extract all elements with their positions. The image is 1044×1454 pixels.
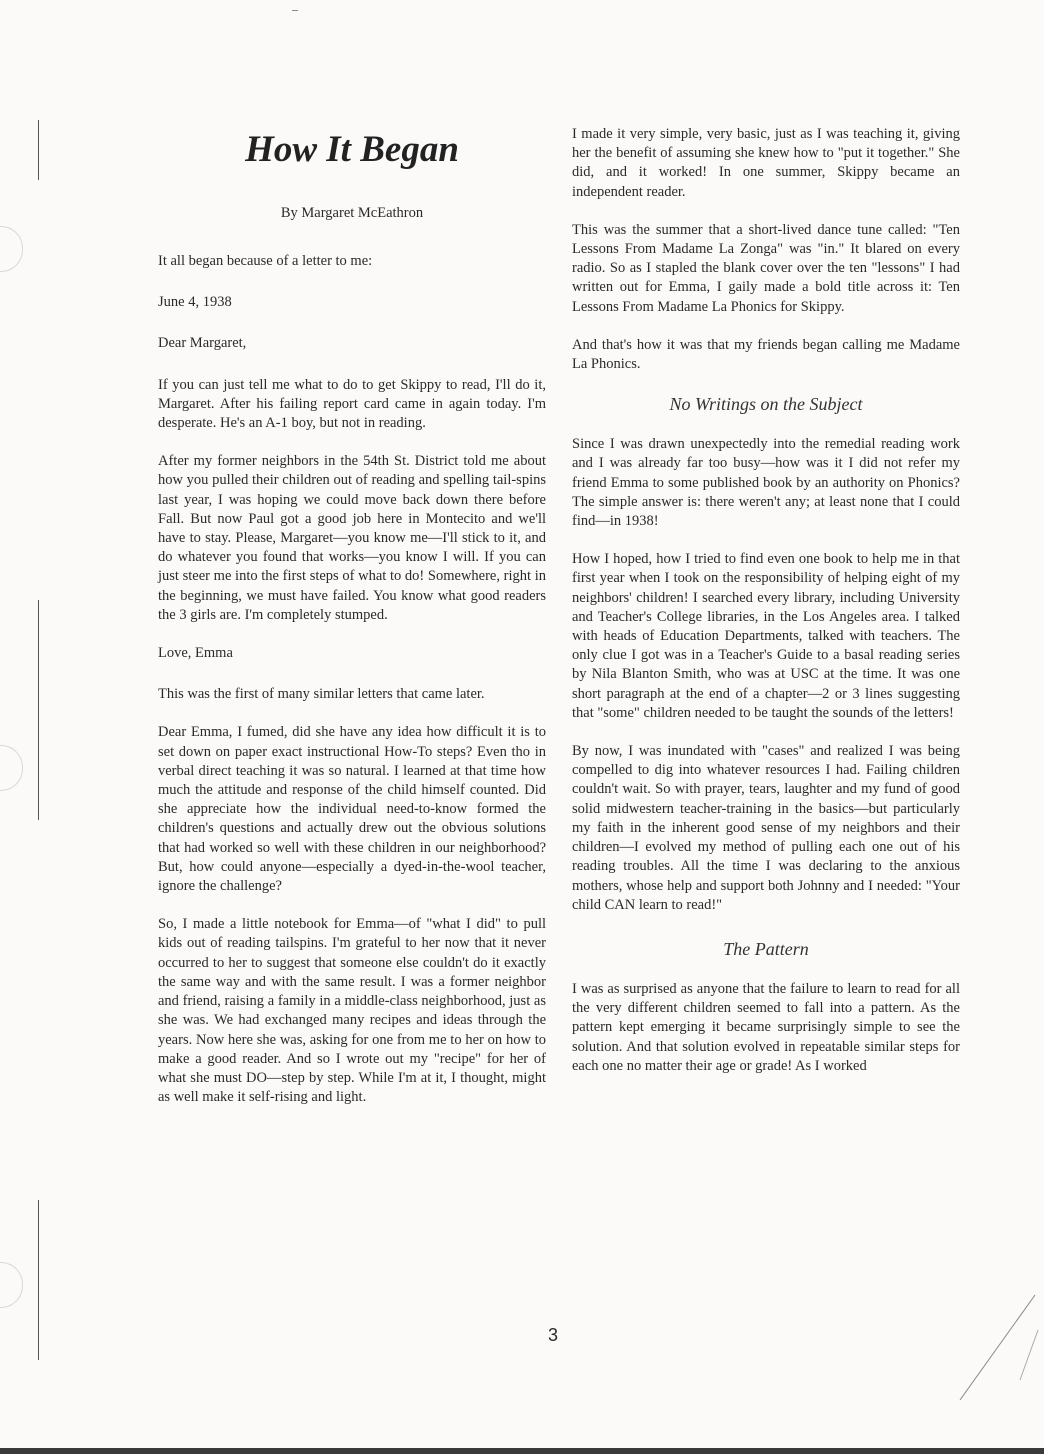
punch-hole [0,226,23,272]
section-heading: The Pattern [723,938,809,959]
punch-hole [0,745,23,791]
paragraph: Dear Emma, I fumed, did she have any idea how difficult it is to set down on paper exact instructional How-To steps? Even tho in verbal direct teaching it was so natural. I learned at that time how much the attitude and response of the child himself counted. Did she appreciate how the individual need-to-know formed the children's questions and actually drew out the obvious solutions that had worked so well with these children in our neighborhood? But, how could anyone—especially a dyed-in-the-wool teacher, ignore the challenge? [158,724,546,895]
paragraph: I made it very simple, very basic, just as I was teaching it, giving her the benefit of assuming she knew how to "put it together." She did, and it worked! In one summer, Skippy became an independent reader. [572,126,960,200]
paragraph: By now, I was inundated with "cases" and realized I was being compelled to dig into whatever resources I had. Failing children couldn't wait. So with prayer, tears, laughter and my fund of good solid midwestern teacher-training in the basics—but particularly my faith in the inherent good sense of my neighbors and their children—I evolved my method of pulling each one out of his reading troubles. All the time I was declaring to the anxious mothers, whose help and support both Johnny and I needed: "Your child CAN learn to read!" [572,743,960,913]
paragraph: How I hoped, how I tried to find even one book to help me in that first year when I took on the responsibility of helping eight of my neighbors' children! I searched every library, including University and Teacher's College libraries, in the Los Angeles area. I talked with heads of Education Departments, talked with teachers. The only clue I got was in a Teacher's Guide to a basal reading series by Nila Blanton Smith, who was at USC at the time. It was one short paragraph at the end of a chapter—2 or 3 lines suggesting that "some" children needed to be taught the sounds of the letters! [572,551,960,721]
letter-date: June 4, 1938 [158,294,232,311]
paragraph: This was the first of many similar letters that came later. [158,686,485,703]
paragraph: So, I made a little notebook for Emma—of "what I did" to pull kids out of reading tailspins. I'm grateful to her now that it never occurred to her to suggest that someone else couldn't do it exactly the same way and with the same result. I was a former neighbor and friend, raising a family in a middle-class neighborhood, just as she was. We had exchanged many recipes and ideas through the years. Now here she was, asking for one from me to her on how to make a good reader. And so I wrote out my "recipe" for her of what she must DO—step by step. While I'm at it, I thought, might as well make it self-rising and light. [158,916,546,1106]
byline: By Margaret McEathron [280,205,424,221]
section-heading: No Writings on the Subject [669,394,863,415]
page-curl-mark [950,1290,1040,1410]
letter-salutation: Dear Margaret, [158,335,247,352]
binder-line [38,600,39,820]
binder-line [38,1200,39,1360]
paragraph: I was as surprised as anyone that the failure to learn to read for all the very different children seemed to fall into a pattern. As the pattern kept emerging it became surprisingly simple to see the solution. And that solution evolved in repeatable similar steps for each one no matter their age or grade! As I worked [572,980,960,1074]
article-title: How It Began [245,129,459,170]
paragraph: And that's how it was that my friends began calling me Madame La Phonics. [572,336,960,373]
letter-closing: Love, Emma [158,645,233,662]
paragraph: After my former neighbors in the 54th St. District told me about how you pulled their children out of reading and spelling tail-spins last year, I was hoping we could move back down there before Fall. But now Paul got a good job here in Montecito and we'll have to stay. Please, Margaret—you know me—I'll stick to it, and do whatever you found that works—you know I will. If you can just steer me into the first steps of what to do! Somewhere, right in the beginning, we must have failed. You know what good readers the 3 girls are. I'm completely stumped. [158,453,546,623]
left-column [158,125,546,1126]
punch-hole [0,1262,23,1308]
page-number: 3 [548,1325,559,1345]
intro-line: It all began because of a letter to me: [158,253,373,269]
right-column [572,125,960,1095]
scan-bottom-edge [0,1448,1044,1454]
paragraph: If you can just tell me what to do to get Skippy to read, I'll do it, Margaret. After his failing report card came in again today. I'm desperate. He's an A-1 boy, but not in reading. [158,376,546,432]
binder-line [38,120,39,180]
paragraph: Since I was drawn unexpectedly into the remedial reading work and I was already far too busy—how was it I did not refer my friend Emma to some published book by an authority on Phonics? The simple answer is: there weren't any; at least none that I could find—in 1938! [572,436,960,530]
paragraph: This was the summer that a short-lived dance tune called: "Ten Lessons From Madame La Zonga" was "in." It blared on every radio. So as I stapled the blank cover over the ten "lessons" I had written out for Emma, I gaily made a bold title across it: Ten Lessons From Madame La Phonics for Skippy. [572,221,960,315]
scan-mark [292,10,298,11]
